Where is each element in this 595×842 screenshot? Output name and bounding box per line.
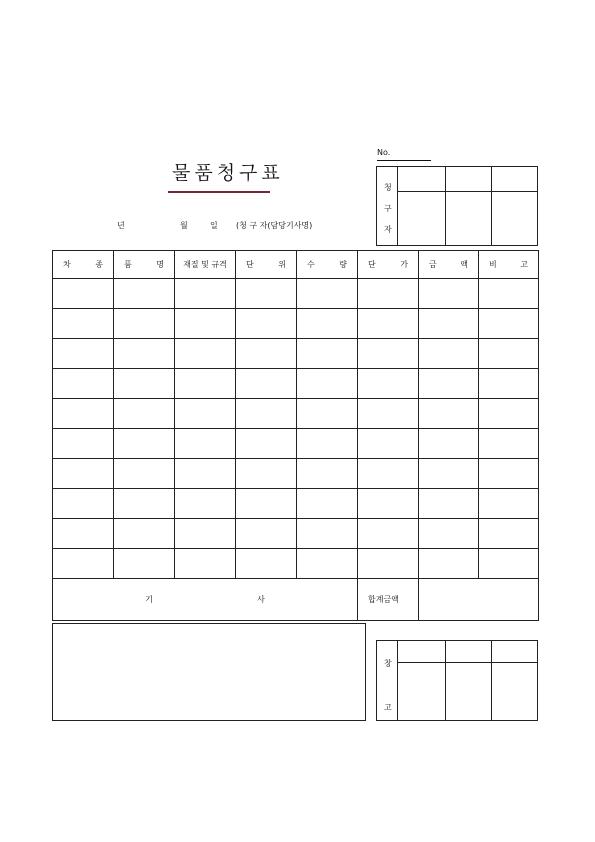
requester-approval-box bbox=[376, 166, 538, 246]
table-cell[interactable] bbox=[53, 459, 114, 489]
warehouse-sign-slot-2[interactable] bbox=[446, 663, 490, 721]
remarks-label-left: 기 bbox=[145, 595, 153, 604]
table-cell[interactable] bbox=[175, 369, 236, 399]
table-cell[interactable] bbox=[358, 519, 419, 549]
summary-row bbox=[53, 579, 539, 621]
table-cell[interactable] bbox=[297, 309, 358, 339]
table-cell[interactable] bbox=[175, 489, 236, 519]
table-cell[interactable] bbox=[297, 339, 358, 369]
column-header-vehicle-type: 차 종 bbox=[53, 251, 114, 279]
column-header-item-name: 품 명 bbox=[114, 251, 175, 279]
table-row bbox=[53, 339, 539, 369]
table-cell[interactable] bbox=[419, 339, 479, 369]
requester-vertical-label-3: 자 bbox=[384, 225, 392, 234]
table-cell[interactable] bbox=[236, 519, 297, 549]
table-cell[interactable] bbox=[53, 519, 114, 549]
table-row bbox=[53, 429, 539, 459]
date-year-label: 년 bbox=[117, 221, 125, 230]
table-cell[interactable] bbox=[236, 279, 297, 309]
table-cell[interactable] bbox=[53, 339, 114, 369]
table-cell[interactable] bbox=[479, 399, 539, 429]
table-cell[interactable] bbox=[358, 279, 419, 309]
column-header-material-spec: 재질 및 규격 bbox=[175, 251, 236, 279]
table-cell[interactable] bbox=[479, 339, 539, 369]
table-row bbox=[53, 459, 539, 489]
table-cell[interactable] bbox=[53, 549, 114, 579]
table-cell[interactable] bbox=[53, 279, 114, 309]
table-cell[interactable] bbox=[419, 279, 479, 309]
table-cell[interactable] bbox=[297, 549, 358, 579]
table-cell[interactable] bbox=[236, 459, 297, 489]
table-cell[interactable] bbox=[419, 399, 479, 429]
approval-sign-slot-3[interactable] bbox=[492, 192, 538, 246]
table-cell[interactable] bbox=[358, 459, 419, 489]
warehouse-approval-box bbox=[376, 640, 538, 721]
table-cell[interactable] bbox=[479, 279, 539, 309]
table-cell[interactable] bbox=[175, 279, 236, 309]
table-cell[interactable] bbox=[53, 429, 114, 459]
item-request-table bbox=[52, 250, 539, 621]
table-cell[interactable] bbox=[479, 489, 539, 519]
table-cell[interactable] bbox=[236, 549, 297, 579]
table-cell[interactable] bbox=[419, 519, 479, 549]
table-cell[interactable] bbox=[419, 489, 479, 519]
warehouse-vertical-label-2: 고 bbox=[384, 703, 392, 712]
table-cell[interactable] bbox=[297, 279, 358, 309]
table-cell[interactable] bbox=[114, 279, 175, 309]
table-cell[interactable] bbox=[358, 309, 419, 339]
table-cell[interactable] bbox=[114, 369, 175, 399]
table-cell[interactable] bbox=[419, 459, 479, 489]
table-cell[interactable] bbox=[479, 519, 539, 549]
table-cell[interactable] bbox=[114, 399, 175, 429]
table-cell[interactable] bbox=[53, 399, 114, 429]
column-header-unit: 단 위 bbox=[236, 251, 297, 279]
table-cell[interactable] bbox=[419, 429, 479, 459]
table-cell[interactable] bbox=[297, 519, 358, 549]
table-row bbox=[53, 549, 539, 579]
warehouse-vertical-label-1: 창 bbox=[384, 659, 392, 668]
table-cell[interactable] bbox=[479, 549, 539, 579]
table-cell[interactable] bbox=[236, 339, 297, 369]
table-cell[interactable] bbox=[358, 429, 419, 459]
date-day-label: 일 bbox=[210, 221, 218, 230]
requester-label: (청 구 자(담당기사명) bbox=[236, 221, 313, 230]
date-month-label: 월 bbox=[180, 221, 188, 230]
table-cell[interactable] bbox=[419, 549, 479, 579]
approval-sign-slot-1[interactable] bbox=[398, 192, 444, 246]
table-cell[interactable] bbox=[419, 369, 479, 399]
table-header-row bbox=[53, 251, 539, 279]
table-cell[interactable] bbox=[175, 309, 236, 339]
table-cell[interactable] bbox=[358, 549, 419, 579]
page-title: 물품청구표 bbox=[172, 162, 284, 184]
table-row bbox=[53, 309, 539, 339]
table-row bbox=[53, 369, 539, 399]
column-header-amount: 금 액 bbox=[419, 251, 479, 279]
requester-vertical-label-1: 청 bbox=[384, 183, 392, 192]
document-number-label: No. bbox=[377, 148, 391, 157]
table-cell[interactable] bbox=[358, 339, 419, 369]
table-cell[interactable] bbox=[114, 339, 175, 369]
table-cell[interactable] bbox=[419, 309, 479, 339]
table-cell[interactable] bbox=[175, 429, 236, 459]
table-row bbox=[53, 519, 539, 549]
table-cell[interactable] bbox=[114, 519, 175, 549]
table-cell[interactable] bbox=[114, 549, 175, 579]
document-number-field[interactable] bbox=[377, 160, 431, 161]
table-cell[interactable] bbox=[53, 369, 114, 399]
remarks-label-cell bbox=[53, 579, 358, 621]
table-cell[interactable] bbox=[114, 429, 175, 459]
column-header-quantity: 수 량 bbox=[297, 251, 358, 279]
table-cell[interactable] bbox=[358, 369, 419, 399]
table-cell[interactable] bbox=[236, 429, 297, 459]
table-cell[interactable] bbox=[114, 309, 175, 339]
table-cell[interactable] bbox=[358, 489, 419, 519]
title-underline bbox=[168, 191, 270, 193]
table-cell[interactable] bbox=[114, 489, 175, 519]
table-cell[interactable] bbox=[114, 459, 175, 489]
table-cell[interactable] bbox=[297, 369, 358, 399]
column-header-unit-price: 단 가 bbox=[358, 251, 419, 279]
table-cell[interactable] bbox=[175, 399, 236, 429]
table-cell[interactable] bbox=[358, 399, 419, 429]
table-cell[interactable] bbox=[175, 459, 236, 489]
table-row bbox=[53, 279, 539, 309]
table-cell[interactable] bbox=[479, 429, 539, 459]
table-cell[interactable] bbox=[297, 399, 358, 429]
table-row bbox=[53, 489, 539, 519]
table-cell[interactable] bbox=[297, 459, 358, 489]
remarks-label-right: 사 bbox=[257, 595, 265, 604]
column-header-remarks: 비 고 bbox=[479, 251, 539, 279]
table-cell[interactable] bbox=[53, 489, 114, 519]
table-cell[interactable] bbox=[479, 459, 539, 489]
table-cell[interactable] bbox=[53, 309, 114, 339]
table-row bbox=[53, 399, 539, 429]
table-cell[interactable] bbox=[236, 399, 297, 429]
table-cell[interactable] bbox=[175, 339, 236, 369]
remarks-field[interactable] bbox=[52, 623, 366, 721]
table-cell[interactable] bbox=[175, 549, 236, 579]
table-cell[interactable] bbox=[236, 309, 297, 339]
total-amount-field[interactable] bbox=[419, 579, 539, 621]
total-amount-label-cell: 합계금액 bbox=[358, 579, 419, 621]
table-cell[interactable] bbox=[175, 519, 236, 549]
requester-vertical-label-2: 구 bbox=[384, 204, 392, 213]
table-cell[interactable] bbox=[236, 369, 297, 399]
table-cell[interactable] bbox=[297, 429, 358, 459]
table-cell[interactable] bbox=[236, 489, 297, 519]
table-cell[interactable] bbox=[479, 369, 539, 399]
table-cell[interactable] bbox=[297, 489, 358, 519]
warehouse-sign-slot-1[interactable] bbox=[398, 663, 444, 721]
warehouse-sign-slot-3[interactable] bbox=[492, 663, 538, 721]
table-cell[interactable] bbox=[479, 309, 539, 339]
approval-sign-slot-2[interactable] bbox=[446, 192, 490, 246]
